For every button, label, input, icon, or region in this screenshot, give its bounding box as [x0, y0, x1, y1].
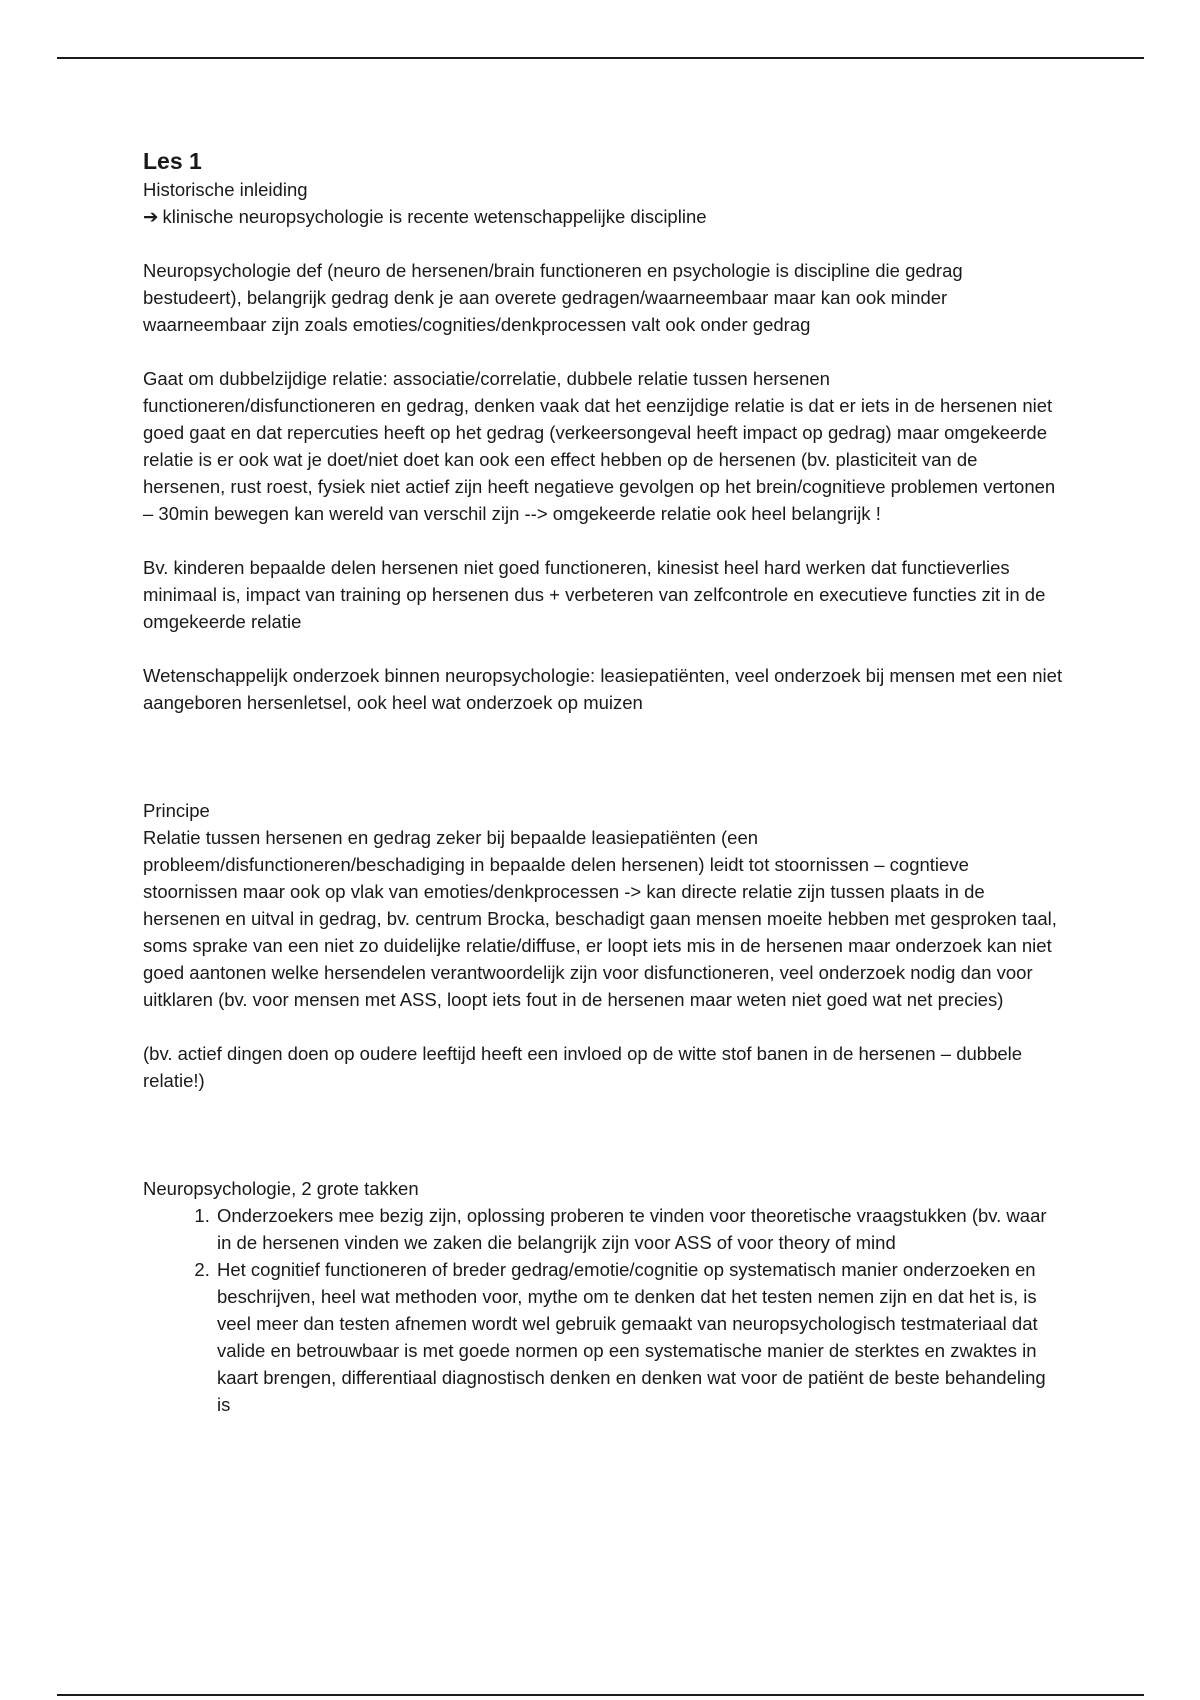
- list-item: 2. Het cognitief functioneren of breder gedrag/emotie/cognitie op systematisch manier onderzoeken en beschrijven, heel wat methoden voor, mythe om te denken dat het testen nemen zijn en dat het is, is veel meer dan testen afnemen wordt wel gebruik gemaakt van neuropsychologisch testmateriaal dat valide en betrouwbaar is met goede normen op een systematische manier de sterktes en zwaktes in kaart brengen, differentiaal diagnostisch denken en denken wat voor de patiënt de beste behandeling is: [215, 1256, 1063, 1418]
- principe-note: (bv. actief dingen doen op oudere leeftijd heeft een invloed op de witte stof banen in de hersenen – dubbele relatie!): [143, 1043, 1023, 1091]
- arrow-right-icon: ➔: [143, 206, 159, 227]
- footer-rule: [57, 1694, 1144, 1696]
- paragraph-dubbele-relatie: Gaat om dubbelzijdige relatie: associatie/correlatie, dubbele relatie tussen hersenen functioneren/disfunctioneren en gedrag, denken vaak dat het eenzijdige relatie is dat er iets in de hersenen niet goed gaat en dat repercuties heeft op het gedrag (verkeersongeval heeft impact op gedrag) maar omgekeerde relatie is er ook wat je doet/niet doet kan ook een effect hebben op de hersenen (bv. plasticiteit van de hersenen, rust roest, fysiek niet actief zijn heeft negatieve gevolgen op het brein/cognitieve problemen vertonen – 30min bewegen kan wereld van verschil zijn --> omgekeerde relatie ook heel belangrijk !: [143, 368, 1056, 524]
- paragraph-definition: Neuropsychologie def (neuro de hersenen/brain functioneren en psychologie is discipline die gedrag bestudeert), belangrijk gedrag denk je aan overete gedragen/waarneembaar maar kan ook minder waarneembaar zijn zoals emoties/cognities/denkprocessen valt ook onder gedrag: [143, 260, 963, 335]
- takken-list: [143, 1202, 1063, 1418]
- intro-text: klinische neuropsychologie is recente wetenschappelijke discipline: [162, 206, 707, 227]
- subtitle: Historische inleiding: [143, 179, 308, 200]
- principe-text: Relatie tussen hersenen en gedrag zeker bij bepaalde leasiepatiënten (een probleem/disfunctioneren/beschadiging in bepaalde delen hersenen) leidt tot stoornissen – cogntieve stoornissen maar ook op vlak van emoties/denkprocessen -> kan directe relatie zijn tussen plaats in de hersenen en uitval in gedrag, bv. centrum Brocka, beschadigt gaan mensen moeite hebben met gesproken taal, soms sprake van een niet zo duidelijke relatie/diffuse, er loopt iets mis in de hersenen maar onderzoek kan niet goed aantonen welke hersendelen verantwoordelijk zijn voor disfunctioneren, veel onderzoek nodig dan voor uitklaren (bv. voor mensen met ASS, loopt iets fout in de hersenen maar weten niet goed wat net precies): [143, 827, 1057, 1010]
- list-item: 1. Onderzoekers mee bezig zijn, oplossing proberen te vinden voor theoretische vraagstukken (bv. waar in de hersenen vinden we zaken die belangrijk zijn voor ASS of voor theory of mind: [215, 1202, 1063, 1256]
- document-body: [143, 146, 1063, 1418]
- page-title: Les 1: [143, 148, 202, 174]
- takken-heading: Neuropsychologie, 2 grote takken: [143, 1178, 419, 1199]
- paragraph-onderzoek: Wetenschappelijk onderzoek binnen neuropsychologie: leasiepatiënten, veel onderzoek bij mensen met een niet aangeboren hersenletsel, ook heel wat onderzoek op muizen: [143, 665, 1063, 713]
- principe-heading: Principe: [143, 800, 210, 821]
- paragraph-voorbeeld: Bv. kinderen bepaalde delen hersenen niet goed functioneren, kinesist heel hard werken dat functieverlies minimaal is, impact van training op hersenen dus + verbeteren van zelfcontrole en executieve functies zit in de omgekeerde relatie: [143, 557, 1046, 632]
- intro-line: [143, 203, 1063, 230]
- header-rule: [57, 57, 1144, 59]
